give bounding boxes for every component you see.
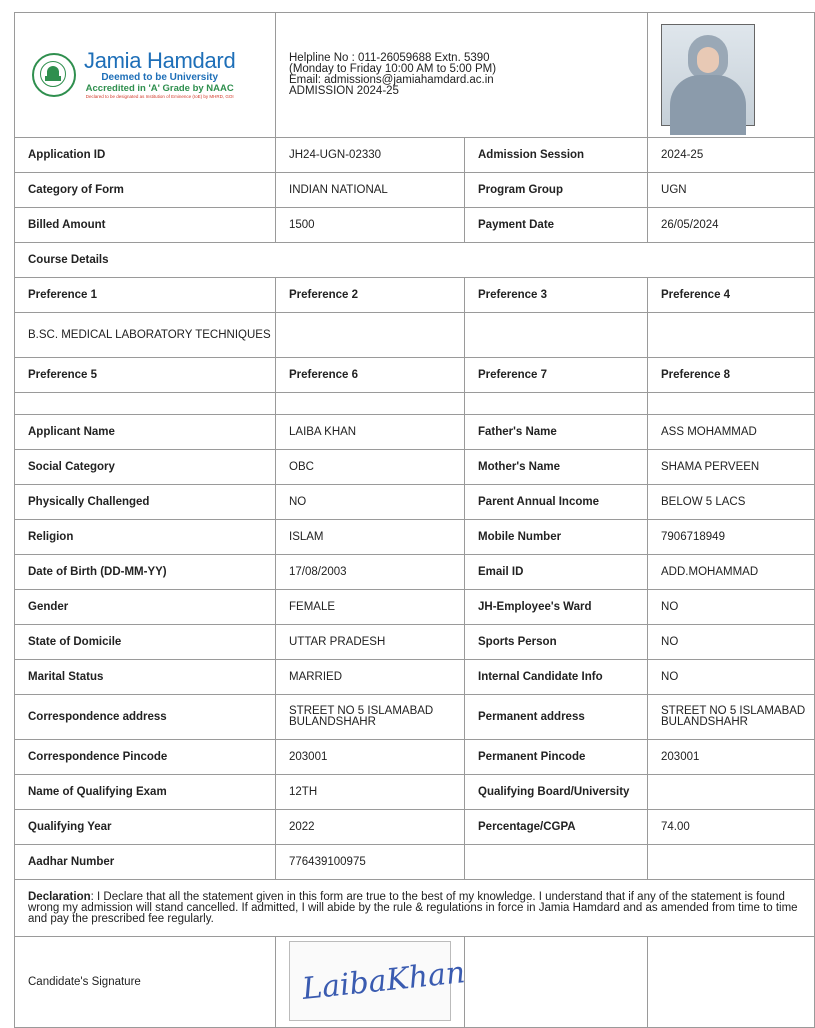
admission-form xyxy=(14,12,814,1028)
field-value: LAIBA KHAN xyxy=(276,415,465,450)
field-label xyxy=(465,845,648,880)
preference-value xyxy=(465,393,648,415)
preference-value xyxy=(276,313,465,358)
field-value: 74.00 xyxy=(648,810,815,845)
field-value: 26/05/2024 xyxy=(648,208,815,243)
field-label: Gender xyxy=(15,590,276,625)
office-hours: (Monday to Friday 10:00 AM to 5:00 PM) xyxy=(289,63,497,75)
field-label: Billed Amount xyxy=(15,208,276,243)
field-label: Email ID xyxy=(465,555,648,590)
preference-value: B.SC. MEDICAL LABORATORY TECHNIQUES xyxy=(15,313,276,358)
preference-label: Preference 4 xyxy=(648,278,815,313)
field-value: UTTAR PRADESH xyxy=(276,625,465,660)
field-value: OBC xyxy=(276,450,465,485)
helpline: Helpline No : 011-26059688 Extn. 5390 xyxy=(289,52,490,64)
field-value: 2022 xyxy=(276,810,465,845)
table-row xyxy=(15,555,815,590)
admission-year: ADMISSION 2024-25 xyxy=(289,85,399,97)
preference-value xyxy=(648,393,815,415)
preference-value xyxy=(648,313,815,358)
table-row xyxy=(15,775,815,810)
preference-value xyxy=(465,313,648,358)
field-label: Application ID xyxy=(15,138,276,173)
logo-line1: Deemed to be University xyxy=(101,72,219,83)
field-value: 203001 xyxy=(276,740,465,775)
table-row xyxy=(15,173,815,208)
field-label: Internal Candidate Info xyxy=(465,660,648,695)
field-label: Date of Birth (DD-MM-YY) xyxy=(15,555,276,590)
field-value xyxy=(648,845,815,880)
table-row xyxy=(15,590,815,625)
field-value: FEMALE xyxy=(276,590,465,625)
field-label: Category of Form xyxy=(15,173,276,208)
signature-ink: LaibaKhan xyxy=(300,954,467,1007)
university-logo xyxy=(28,50,275,100)
field-label: Payment Date xyxy=(465,208,648,243)
field-value: 203001 xyxy=(648,740,815,775)
field-label: Qualifying Board/University xyxy=(465,775,648,810)
field-value: NO xyxy=(648,625,815,660)
field-label: Qualifying Year xyxy=(15,810,276,845)
table-row xyxy=(15,485,815,520)
preference-label: Preference 8 xyxy=(648,358,815,393)
signature-cell xyxy=(276,937,465,1028)
field-value: JH24-UGN-02330 xyxy=(276,138,465,173)
empty-cell xyxy=(648,937,815,1028)
field-value: UGN xyxy=(648,173,815,208)
empty-cell xyxy=(465,937,648,1028)
field-value: BELOW 5 LACS xyxy=(648,485,815,520)
declaration-label: Declaration xyxy=(28,890,91,903)
field-label: Permanent Pincode xyxy=(465,740,648,775)
table-row xyxy=(15,450,815,485)
field-label: Social Category xyxy=(15,450,276,485)
field-label: Program Group xyxy=(465,173,648,208)
field-value: 776439100975 xyxy=(276,845,465,880)
field-value: 17/08/2003 xyxy=(276,555,465,590)
applicant-photo xyxy=(661,24,755,126)
field-label: Father's Name xyxy=(465,415,648,450)
field-value: 7906718949 xyxy=(648,520,815,555)
admission-email: Email: admissions@jamiahamdard.ac.in xyxy=(289,74,494,86)
photo-cell xyxy=(648,13,815,138)
field-value xyxy=(648,775,815,810)
table-row xyxy=(15,660,815,695)
table-row xyxy=(15,810,815,845)
logo-line3: Declared to be designated as Institution of Eminence (IoE) by MHRD, GOI xyxy=(85,94,234,99)
table-row xyxy=(15,415,815,450)
field-label: Admission Session xyxy=(465,138,648,173)
preference-value xyxy=(276,393,465,415)
field-label: Name of Qualifying Exam xyxy=(15,775,276,810)
preference-label: Preference 3 xyxy=(465,278,648,313)
header-row xyxy=(15,13,815,138)
field-value: ADD.MOHAMMAD xyxy=(648,555,815,590)
field-label: State of Domicile xyxy=(15,625,276,660)
field-value: ASS MOHAMMAD xyxy=(648,415,815,450)
field-value: SHAMA PERVEEN xyxy=(648,450,815,485)
preference-value xyxy=(15,393,276,415)
declaration-text: : I Declare that all the statement given in this form are true to the best of my knowledge. I understand that if any of the statement is found wrong my admission will stand cancelled. If admitted, I will abide by the rule & regulations in force in Jamia Hamdard and as amended from time to time and pay the prescribed fee regularly. xyxy=(28,890,798,925)
field-label: Aadhar Number xyxy=(15,845,276,880)
field-label: Correspondence address xyxy=(15,695,276,740)
course-details-heading: Course Details xyxy=(15,243,815,278)
field-label: Sports Person xyxy=(465,625,648,660)
preference-header-row xyxy=(15,358,815,393)
field-label: Correspondence Pincode xyxy=(15,740,276,775)
preference-label: Preference 2 xyxy=(276,278,465,313)
preference-value-row xyxy=(15,393,815,415)
signature-row xyxy=(15,937,815,1028)
field-value: NO xyxy=(276,485,465,520)
field-value: NO xyxy=(648,590,815,625)
table-row xyxy=(15,138,815,173)
preference-value-row xyxy=(15,313,815,358)
university-seal-icon xyxy=(32,53,76,97)
field-label: JH-Employee's Ward xyxy=(465,590,648,625)
field-label: Mother's Name xyxy=(465,450,648,485)
preference-label: Preference 6 xyxy=(276,358,465,393)
logo-name: Jamia Hamdard xyxy=(84,48,236,73)
declaration-row xyxy=(15,880,815,937)
field-label: Applicant Name xyxy=(15,415,276,450)
field-label: Physically Challenged xyxy=(15,485,276,520)
field-value: 2024-25 xyxy=(648,138,815,173)
field-label: Permanent address xyxy=(465,695,648,740)
preference-label: Preference 1 xyxy=(15,278,276,313)
field-value: 1500 xyxy=(276,208,465,243)
field-label: Mobile Number xyxy=(465,520,648,555)
field-label: Percentage/CGPA xyxy=(465,810,648,845)
logo-line2: Accredited in 'A' Grade by NAAC xyxy=(85,83,234,94)
table-row xyxy=(15,625,815,660)
field-value: NO xyxy=(648,660,815,695)
declaration xyxy=(15,880,815,937)
table-row xyxy=(15,845,815,880)
field-label: Parent Annual Income xyxy=(465,485,648,520)
table-row xyxy=(15,520,815,555)
field-value: STREET NO 5 ISLAMABAD BULANDSHAHR xyxy=(648,695,815,740)
form-table xyxy=(14,12,815,1028)
address-row xyxy=(15,695,815,740)
field-value: STREET NO 5 ISLAMABAD BULANDSHAHR xyxy=(276,695,465,740)
course-details-row xyxy=(15,243,815,278)
field-value: INDIAN NATIONAL xyxy=(276,173,465,208)
candidate-signature xyxy=(289,941,467,1021)
field-label: Religion xyxy=(15,520,276,555)
signature-label: Candidate's Signature xyxy=(15,937,276,1028)
table-row xyxy=(15,740,815,775)
preference-label: Preference 5 xyxy=(15,358,276,393)
field-value: MARRIED xyxy=(276,660,465,695)
preference-label: Preference 7 xyxy=(465,358,648,393)
preference-header-row xyxy=(15,278,815,313)
field-value: ISLAM xyxy=(276,520,465,555)
table-row xyxy=(15,208,815,243)
logo-cell xyxy=(15,13,276,138)
field-label: Marital Status xyxy=(15,660,276,695)
field-value: 12TH xyxy=(276,775,465,810)
helpline-cell xyxy=(276,13,648,138)
